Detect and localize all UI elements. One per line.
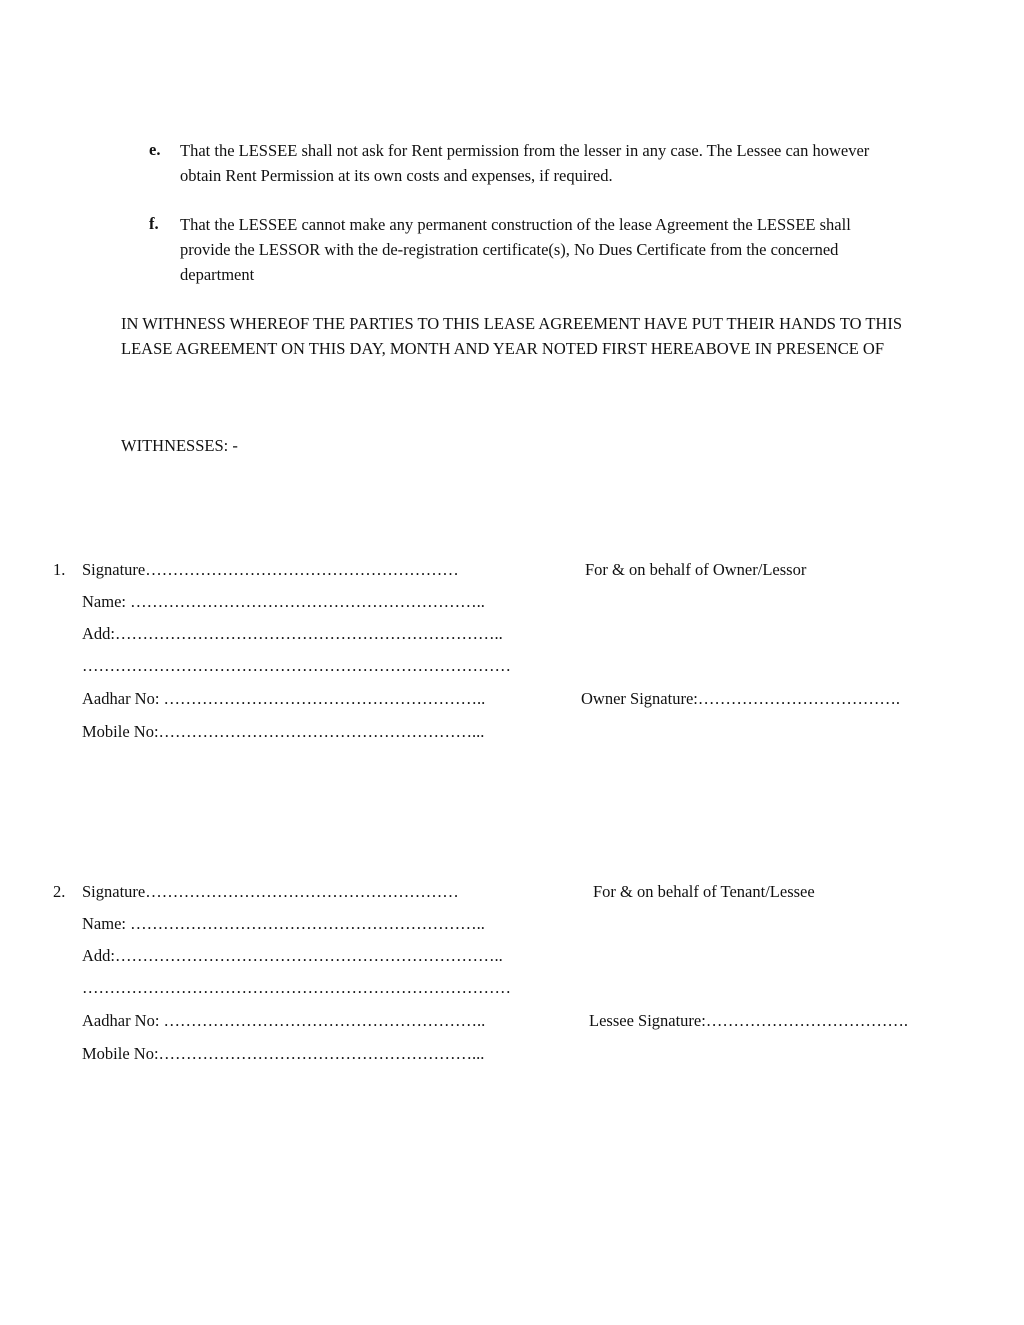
witness-mobile-field: Mobile No:…………………………………………………...: [82, 1044, 485, 1063]
lessee-signature-field: Lessee Signature:……………………………….: [589, 1011, 908, 1030]
witnesses-heading: WITHNESSES: -: [121, 436, 238, 455]
witness-name-field: Name: ………………………………………………………..: [82, 592, 485, 611]
clause-f-text: That the LESSEE cannot make any permanent construction of the lease Agreement the LESSEE shall provide the LESSOR with the de-registration certificate(s), No Dues Certificate from the concerned department: [180, 215, 851, 284]
witness-address-continuation: ……………………………………………………………………: [82, 656, 511, 675]
clause-e-text: That the LESSEE shall not ask for Rent permission from the lesser in any case. The Lessee can however obtain Rent Permission at its own costs and expenses, if required.: [180, 141, 870, 185]
owner-signature-field: Owner Signature:……………………………….: [581, 689, 900, 708]
witness-address-field: Add:……………………………………………………………..: [82, 624, 503, 643]
witness-aadhar-field: Aadhar No: …………………………………………………..: [82, 1011, 486, 1030]
clause-e-letter: e.: [149, 140, 161, 159]
witness-number: 2.: [53, 882, 66, 901]
witness-name-field: Name: ………………………………………………………..: [82, 914, 485, 933]
witness-address-field: Add:……………………………………………………………..: [82, 946, 503, 965]
clause-f-letter: f.: [149, 214, 159, 233]
witness-number: 1.: [53, 560, 66, 579]
witness-aadhar-field: Aadhar No: …………………………………………………..: [82, 689, 486, 708]
witness-signature-field: Signature…………………………………………………: [82, 882, 459, 901]
on-behalf-of-tenant: For & on behalf of Tenant/Lessee: [593, 882, 815, 901]
witness-mobile-field: Mobile No:…………………………………………………...: [82, 722, 485, 741]
witness-paragraph: IN WITHNESS WHEREOF THE PARTIES TO THIS LEASE AGREEMENT HAVE PUT THEIR HANDS TO THIS LEASE AGREEMENT ON THIS DAY, MONTH AND YEAR NOTED FIRST HEREABOVE IN PRESENCE OF: [121, 314, 902, 358]
witness-signature-field: Signature…………………………………………………: [82, 560, 459, 579]
on-behalf-of-owner: For & on behalf of Owner/Lessor: [585, 560, 807, 579]
witness-address-continuation: ……………………………………………………………………: [82, 978, 511, 997]
